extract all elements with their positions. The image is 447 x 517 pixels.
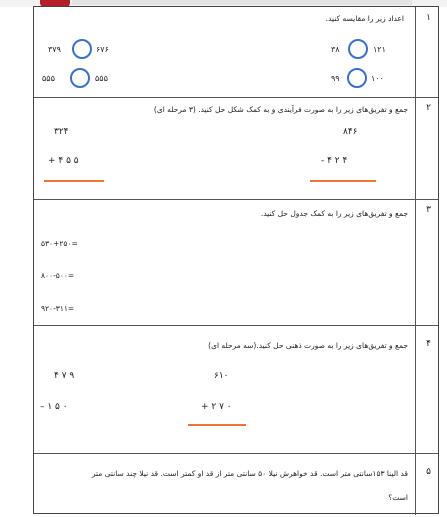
question-2 [34, 97, 438, 200]
number-column [415, 199, 438, 325]
question-text-continued: است؟ [388, 493, 408, 502]
compare-left: ۹۹ [331, 74, 340, 83]
left-bottom-number: + ۴ ۵ ۵ [48, 156, 79, 166]
compare-right: ۶۷۶ [96, 45, 109, 54]
equation: ۵۳۰+۲۵۰= [41, 239, 78, 248]
number-column [415, 7, 438, 97]
question-text: قد الینا ۱۵۳سانتی متر است. قد خواهرش نیلا ۵۰ سانتی متر از قد او کمتر است. قد نیلا چند سانتی متر [91, 469, 408, 478]
answer-underline [310, 180, 376, 182]
answer-underline [44, 180, 104, 182]
question-text: جمع و تفریق‌های زیر را به کمک جدول حل کنید. [260, 209, 408, 218]
question-text: جمع و تفریق‌های زیر را به صورت ذهنی حل کنید.(سه مرحله ای) [208, 341, 408, 350]
question-number: ۳ [426, 205, 431, 215]
compare-left: ۳۷۹ [48, 45, 61, 54]
worksheet [33, 6, 439, 514]
answer-underline [188, 424, 246, 426]
compare-circle[interactable] [72, 39, 92, 59]
compare-left: ۳۸ [331, 45, 340, 54]
equation: ۹۲۰-۳۱۱= [41, 304, 75, 313]
left-bottom-number: – ۱ ۵ ۰ [40, 402, 68, 412]
question-number: ۴ [426, 339, 431, 349]
right-bottom-number: + ۲ ۷ ۰ [201, 402, 232, 412]
compare-right: ۱۲۱ [373, 45, 386, 54]
left-top-number: ۳۲۴ [54, 127, 69, 137]
compare-right: ۵۵۵ [95, 74, 108, 83]
question-1 [34, 7, 438, 98]
right-top-number: ۶۱۰ [214, 371, 229, 381]
equation: ۸۰۰-۵۰۰= [41, 271, 75, 280]
compare-left: ۵۵۵ [42, 74, 55, 83]
question-text: جمع و تفریق‌های زیر را به صورت فرآیندی و به کمک شکل حل کنید. (۳ مرحله ای) [153, 105, 408, 114]
question-4 [34, 325, 438, 454]
compare-circle[interactable] [348, 39, 368, 59]
number-column [415, 325, 438, 453]
compare-right: ۱۰۰ [371, 74, 384, 83]
compare-circle[interactable] [70, 68, 90, 88]
right-bottom-number: - ۴ ۲ ۴ [321, 156, 348, 166]
question-5 [34, 453, 438, 515]
question-3 [34, 199, 438, 326]
right-top-number: ۸۴۶ [343, 127, 358, 137]
question-number: ۲ [426, 103, 431, 113]
compare-circle[interactable] [347, 68, 367, 88]
header-strip [72, 0, 412, 5]
question-text: اعداد زیر را مقایسه کنید. [325, 14, 404, 23]
number-column [415, 453, 438, 515]
question-number: ۱ [426, 13, 431, 23]
number-column [415, 97, 438, 199]
left-top-number: ۴ ۷ ۹ [54, 371, 75, 381]
question-number: ۵ [426, 467, 431, 477]
